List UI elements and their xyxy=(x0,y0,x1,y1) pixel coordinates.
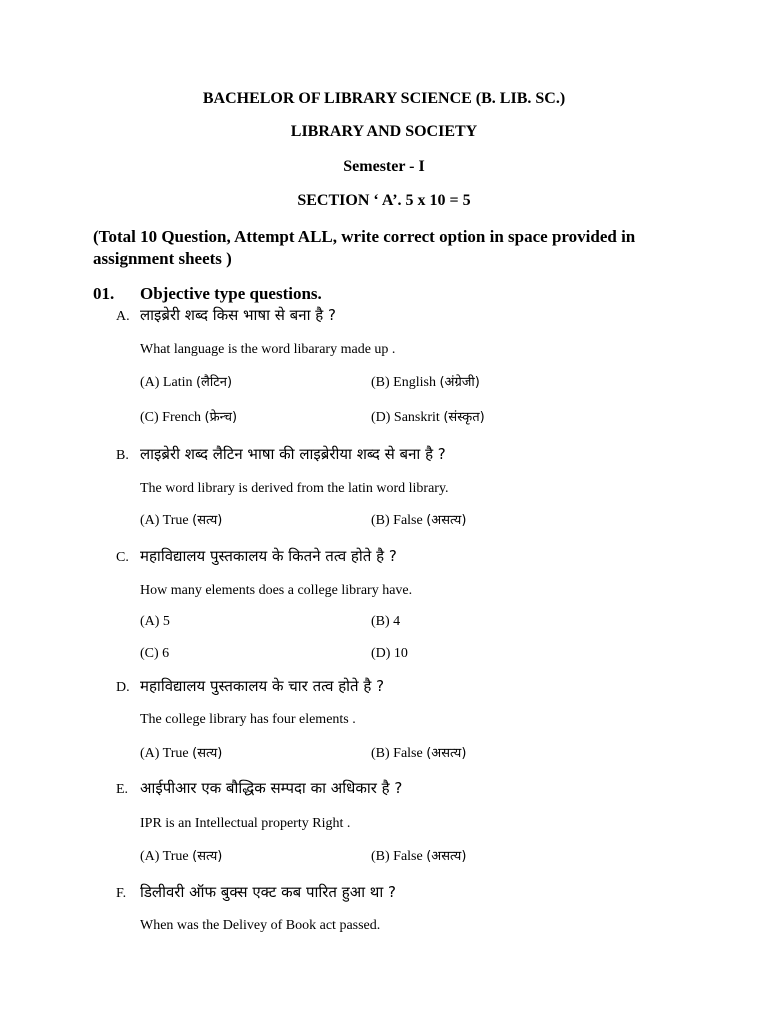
section-title: Objective type questions. xyxy=(140,284,322,303)
question-letter: D. xyxy=(116,680,130,695)
option xyxy=(371,373,480,393)
option-label: (B) False xyxy=(371,513,423,528)
option-label: (A) 5 xyxy=(140,614,170,629)
option xyxy=(371,511,466,531)
question-hindi: लाइब्रेरी शब्द किस भाषा से बना है ? xyxy=(140,306,336,324)
option-hindi: (संस्कृत) xyxy=(443,410,485,425)
semester-label: Semester - I xyxy=(343,158,425,175)
option-label: (D) Sanskrit xyxy=(371,410,440,425)
question-hindi: महाविद्यालय पुस्तकालय के कितने तत्व होते है ? xyxy=(140,547,397,565)
paper-title: LIBRARY AND SOCIETY xyxy=(290,123,478,140)
question-english: When was the Delivey of Book act passed. xyxy=(140,918,381,933)
option-hindi: (असत्य) xyxy=(426,513,467,528)
option-label: (D) 10 xyxy=(371,646,408,661)
option xyxy=(371,644,408,664)
option-label: (A) True xyxy=(140,513,189,528)
option xyxy=(371,612,400,632)
section-label: SECTION ‘ A’. 5 x 10 = 5 xyxy=(297,192,471,209)
section-number: 01. xyxy=(93,284,115,303)
option-label: (A) True xyxy=(140,849,189,864)
option-label: (A) Latin xyxy=(140,375,193,390)
question-english: The word library is derived from the latin word library. xyxy=(140,481,449,496)
option-label: (C) French xyxy=(140,410,202,425)
question-letter: B. xyxy=(116,448,129,463)
question-english: IPR is an Intellectual property Right . xyxy=(140,816,351,831)
question-english: How many elements does a college library have. xyxy=(140,583,413,598)
question-english: What language is the word libarary made up . xyxy=(140,342,396,357)
option xyxy=(371,744,466,764)
option-hindi: (सत्य) xyxy=(192,513,223,528)
question-hindi: लाइब्रेरी शब्द लैटिन भाषा की लाइब्रेरीया शब्द से बना है ? xyxy=(140,445,446,463)
option-hindi: (लैटिन) xyxy=(195,375,233,390)
option-hindi: (सत्य) xyxy=(192,849,223,864)
option-label: (B) 4 xyxy=(371,614,401,629)
option-label: (B) False xyxy=(371,746,423,761)
question-english: The college library has four elements . xyxy=(140,712,356,727)
option-hindi: (असत्य) xyxy=(426,746,467,761)
option-hindi: (अंग्रेजी) xyxy=(439,375,480,390)
option-hindi: (सत्य) xyxy=(192,746,223,761)
question-letter: E. xyxy=(116,782,129,797)
option xyxy=(140,644,169,664)
option-label: (A) True xyxy=(140,746,189,761)
option xyxy=(140,744,222,764)
option-hindi: (फ्रेन्च) xyxy=(204,410,238,425)
option xyxy=(371,408,485,428)
option-label: (B) False xyxy=(371,849,423,864)
option xyxy=(140,847,222,867)
option-hindi: (असत्य) xyxy=(426,849,467,864)
course-title: BACHELOR OF LIBRARY SCIENCE (B. LIB. SC.) xyxy=(202,90,566,107)
option-label: (C) 6 xyxy=(140,646,170,661)
question-hindi: महाविद्यालय पुस्तकालय के चार तत्व होते है ? xyxy=(140,677,385,695)
option xyxy=(140,373,232,393)
option xyxy=(140,511,222,531)
option xyxy=(140,612,170,632)
question-hindi: डिलीवरी ऑफ बुक्स एक्ट कब पारित हुआ था ? xyxy=(140,883,396,901)
question-letter: C. xyxy=(116,550,129,565)
question-letter: F. xyxy=(116,886,127,901)
question-letter: A. xyxy=(116,309,130,324)
option xyxy=(371,847,466,867)
question-hindi: आईपीआर एक बौद्धिक सम्पदा का अधिकार है ? xyxy=(140,779,403,797)
option xyxy=(140,408,237,428)
option-label: (B) English xyxy=(371,375,436,390)
instructions: (Total 10 Question, Attempt ALL, write correct option in space provided in assignment sheets ) xyxy=(93,227,636,268)
